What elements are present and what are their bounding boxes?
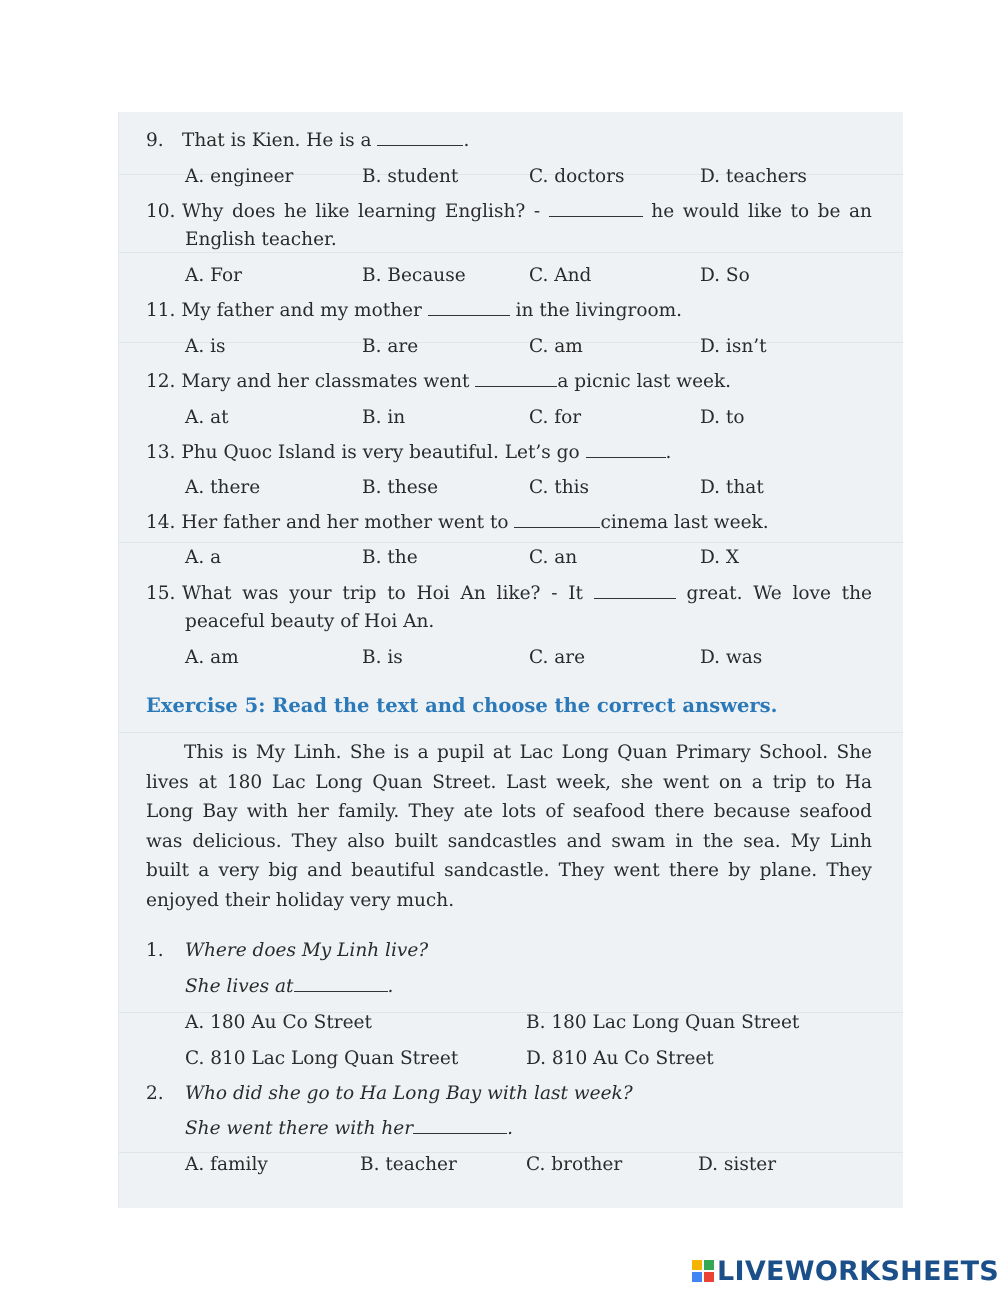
option-c[interactable]: C. an bbox=[529, 547, 578, 568]
answer-blank[interactable] bbox=[413, 1119, 507, 1134]
option-b[interactable]: B. in bbox=[362, 407, 406, 428]
option-a[interactable]: A. at bbox=[185, 407, 229, 428]
logo-squares-icon bbox=[692, 1260, 714, 1282]
option-b[interactable]: B. these bbox=[362, 477, 439, 498]
option-a[interactable]: A. a bbox=[185, 547, 222, 568]
option-d[interactable]: D. to bbox=[700, 407, 745, 428]
option-b[interactable]: B. 180 Lac Long Quan Street bbox=[526, 1012, 800, 1033]
passage-line: enjoyed their holiday very much. bbox=[146, 889, 455, 911]
option-c[interactable]: C. this bbox=[529, 477, 590, 498]
passage-line: built a very big and beautiful sandcastle. They went there by plane. They bbox=[146, 860, 872, 881]
exercise-5-heading: Exercise 5: Read the text and choose the correct answers. bbox=[146, 694, 778, 717]
option-b[interactable]: B. student bbox=[362, 166, 459, 187]
passage-line: Long Bay with her family. They ate lots of seafood there because seafood bbox=[146, 801, 872, 822]
answer-blank[interactable] bbox=[294, 977, 388, 992]
option-b[interactable]: B. teacher bbox=[360, 1154, 457, 1175]
option-c[interactable]: C. am bbox=[529, 336, 583, 357]
answer-blank[interactable] bbox=[514, 513, 600, 528]
option-d[interactable]: D. sister bbox=[698, 1154, 777, 1175]
option-c[interactable]: C. for bbox=[529, 407, 582, 428]
option-a[interactable]: A. family bbox=[185, 1154, 268, 1175]
question-15: 15. What was your trip to Hoi An like? - It great. We love the bbox=[146, 583, 872, 604]
answer-blank[interactable] bbox=[428, 301, 510, 316]
option-a[interactable]: A. 180 Au Co Street bbox=[185, 1012, 372, 1033]
reading-question-1: 1. Where does My Linh live? bbox=[146, 940, 429, 961]
option-a[interactable]: A. engineer bbox=[185, 166, 294, 187]
answer-blank[interactable] bbox=[594, 584, 676, 599]
option-b[interactable]: B. is bbox=[362, 647, 403, 668]
option-d[interactable]: D. that bbox=[700, 477, 764, 498]
option-d[interactable]: D. X bbox=[700, 547, 740, 568]
question-10-line2: English teacher. bbox=[185, 229, 337, 250]
reading-question-2: 2. Who did she go to Ha Long Bay with last week? bbox=[146, 1083, 633, 1104]
answer-blank[interactable] bbox=[549, 202, 643, 217]
logo-text: LIVEWORKSHEETS bbox=[717, 1255, 1000, 1287]
option-b[interactable]: B. are bbox=[362, 336, 419, 357]
option-d[interactable]: D. was bbox=[700, 647, 763, 668]
passage-line: This is My Linh. She is a pupil at Lac Long Quan Primary School. She bbox=[184, 742, 872, 763]
option-c[interactable]: C. doctors bbox=[529, 166, 625, 187]
answer-blank[interactable] bbox=[377, 131, 463, 146]
option-a[interactable]: A. For bbox=[185, 265, 242, 286]
question-14: 14. Her father and her mother went to cinema last week. bbox=[146, 512, 769, 533]
option-c[interactable]: C. 810 Lac Long Quan Street bbox=[185, 1048, 459, 1069]
question-11: 11. My father and my mother in the livingroom. bbox=[146, 300, 683, 321]
liveworksheets-logo bbox=[692, 1254, 999, 1288]
option-c[interactable]: C. And bbox=[529, 265, 592, 286]
option-a[interactable]: A. is bbox=[185, 336, 226, 357]
reading-answer-1: She lives at . bbox=[185, 976, 394, 997]
question-13: 13. Phu Quoc Island is very beautiful. Let’s go . bbox=[146, 442, 672, 463]
option-c[interactable]: C. brother bbox=[526, 1154, 623, 1175]
option-c[interactable]: C. are bbox=[529, 647, 586, 668]
passage-line: lives at 180 Lac Long Quan Street. Last week, she went on a trip to Ha bbox=[146, 771, 872, 793]
answer-blank[interactable] bbox=[586, 443, 666, 458]
reading-answer-2: She went there with her . bbox=[185, 1118, 513, 1139]
answer-blank[interactable] bbox=[475, 372, 557, 387]
option-b[interactable]: B. the bbox=[362, 547, 418, 568]
passage-line: was delicious. They also built sandcastles and swam in the sea. My Linh bbox=[146, 830, 872, 852]
option-d[interactable]: D. teachers bbox=[700, 166, 807, 187]
option-d[interactable]: D. So bbox=[700, 265, 750, 286]
question-15-line2: peaceful beauty of Hoi An. bbox=[185, 611, 435, 632]
reading-passage bbox=[146, 738, 872, 915]
option-a[interactable]: A. there bbox=[185, 477, 261, 498]
question-12: 12. Mary and her classmates went a picnic last week. bbox=[146, 371, 732, 392]
option-d[interactable]: D. isn’t bbox=[700, 336, 767, 357]
option-d[interactable]: D. 810 Au Co Street bbox=[526, 1048, 714, 1069]
question-9: 9. That is Kien. He is a . bbox=[146, 130, 470, 151]
question-10: 10. Why does he like learning English? - he would like to be an bbox=[146, 201, 872, 222]
option-a[interactable]: A. am bbox=[185, 647, 239, 668]
option-b[interactable]: B. Because bbox=[362, 265, 466, 286]
